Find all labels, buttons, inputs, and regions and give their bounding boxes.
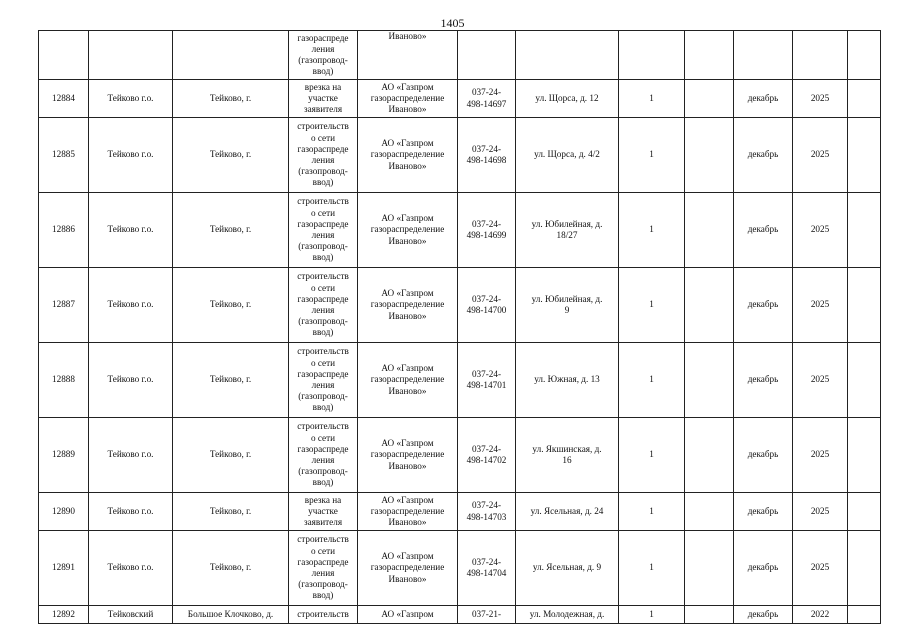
cell-id: 12885 [39,118,89,193]
cell-organization: Иваново» [358,31,458,80]
table-row-continuation [39,31,881,80]
cell-year: 2025 [793,193,848,268]
cell-district: Тейковский [89,606,173,624]
cell-month: декабрь [734,606,793,624]
table-row [39,118,881,193]
cell-count: 1 [619,118,685,193]
cell-organization: АО «Газпром газораспределение Иваново» [358,268,458,343]
cell-district: Тейково г.о. [89,118,173,193]
cell-year: 2025 [793,418,848,493]
cell-count: 1 [619,418,685,493]
cell-month: декабрь [734,80,793,118]
cell-id: 12891 [39,531,89,606]
cell-organization: АО «Газпром газораспределение Иваново» [358,118,458,193]
cell-month: декабрь [734,193,793,268]
data-table [38,30,881,624]
table-row [39,418,881,493]
cell-id: 12888 [39,343,89,418]
cell-count: 1 [619,493,685,531]
table-row [39,343,881,418]
cell-id: 12892 [39,606,89,624]
cell-district: Тейково г.о. [89,418,173,493]
cell-count: 1 [619,343,685,418]
table-row [39,268,881,343]
cell-settlement: Тейково, г. [173,493,289,531]
page-number: 1405 [440,16,465,30]
cell-work-type: газораспреде ления (газопровод- ввод) [289,31,358,80]
table-row [39,80,881,118]
cell-district: Тейково г.о. [89,493,173,531]
cell-year: 2025 [793,118,848,193]
cell-code: 037-24- 498-14704 [458,531,516,606]
cell-organization: АО «Газпром газораспределение Иваново» [358,493,458,531]
cell-year: 2025 [793,493,848,531]
cell-work-type: строительств о сети газораспреде ления (газопровод- ввод) [289,193,358,268]
cell-code: 037-24- 498-14700 [458,268,516,343]
cell-address: ул. Щорса, д. 4/2 [516,118,619,193]
cell-code: 037-24- 498-14701 [458,343,516,418]
cell-work-type: строительств о сети газораспреде ления (газопровод- ввод) [289,418,358,493]
cell-work-type: строительств о сети газораспреде ления (газопровод- ввод) [289,118,358,193]
cell-id: 12884 [39,80,89,118]
cell-settlement: Тейково, г. [173,118,289,193]
cell-year: 2025 [793,268,848,343]
table-row [39,493,881,531]
cell-month: декабрь [734,531,793,606]
cell-id: 12889 [39,418,89,493]
cell-month: декабрь [734,418,793,493]
cell-settlement: Тейково, г. [173,80,289,118]
cell-district: Тейково г.о. [89,268,173,343]
cell-code: 037-21- [458,606,516,624]
cell-id: 12890 [39,493,89,531]
cell-district: Тейково г.о. [89,80,173,118]
cell-settlement: Тейково, г. [173,343,289,418]
cell-district: Тейково г.о. [89,343,173,418]
cell-id: 12887 [39,268,89,343]
cell-code: 037-24- 498-14697 [458,80,516,118]
cell-work-type: врезка на участке заявителя [289,80,358,118]
cell-year: 2025 [793,80,848,118]
cell-count: 1 [619,606,685,624]
cell-settlement: Тейково, г. [173,531,289,606]
table-row [39,193,881,268]
cell-count: 1 [619,268,685,343]
cell-settlement: Большое Клочково, д. [173,606,289,624]
cell-month: декабрь [734,268,793,343]
cell-organization: АО «Газпром газораспределение Иваново» [358,80,458,118]
cell-settlement: Тейково, г. [173,268,289,343]
cell-year: 2025 [793,343,848,418]
cell-code: 037-24- 498-14698 [458,118,516,193]
cell-settlement: Тейково, г. [173,193,289,268]
cell-year: 2025 [793,531,848,606]
cell-code: 037-24- 498-14702 [458,418,516,493]
cell-address: ул. Ясельная, д. 9 [516,531,619,606]
cell-code: 037-24- 498-14703 [458,493,516,531]
cell-address: ул. Якшинская, д. 16 [516,418,619,493]
cell-address: ул. Юбилейная, д. 9 [516,268,619,343]
cell-month: декабрь [734,343,793,418]
cell-address: ул. Ясельная, д. 24 [516,493,619,531]
table-row-partial [39,606,881,624]
cell-month: декабрь [734,118,793,193]
cell-count: 1 [619,193,685,268]
cell-address: ул. Южная, д. 13 [516,343,619,418]
cell-month: декабрь [734,493,793,531]
cell-district: Тейково г.о. [89,193,173,268]
cell-address: ул. Щорса, д. 12 [516,80,619,118]
cell-id: 12886 [39,193,89,268]
cell-settlement: Тейково, г. [173,418,289,493]
cell-work-type: строительств о сети газораспреде ления (газопровод- ввод) [289,531,358,606]
cell-work-type: врезка на участке заявителя [289,493,358,531]
cell-count: 1 [619,80,685,118]
table-row [39,531,881,606]
cell-code: 037-24- 498-14699 [458,193,516,268]
cell-count: 1 [619,531,685,606]
cell-work-type: строительств о сети газораспреде ления (газопровод- ввод) [289,268,358,343]
cell-work-type: строительств [289,606,358,624]
cell-year: 2022 [793,606,848,624]
cell-work-type: строительств о сети газораспреде ления (газопровод- ввод) [289,343,358,418]
cell-organization: АО «Газпром газораспределение Иваново» [358,193,458,268]
cell-address: ул. Молодежная, д. [516,606,619,624]
cell-organization: АО «Газпром газораспределение Иваново» [358,531,458,606]
cell-district: Тейково г.о. [89,531,173,606]
cell-organization: АО «Газпром газораспределение Иваново» [358,418,458,493]
cell-address: ул. Юбилейная, д. 18/27 [516,193,619,268]
cell-organization: АО «Газпром газораспределение Иваново» [358,343,458,418]
cell-organization: АО «Газпром [358,606,458,624]
